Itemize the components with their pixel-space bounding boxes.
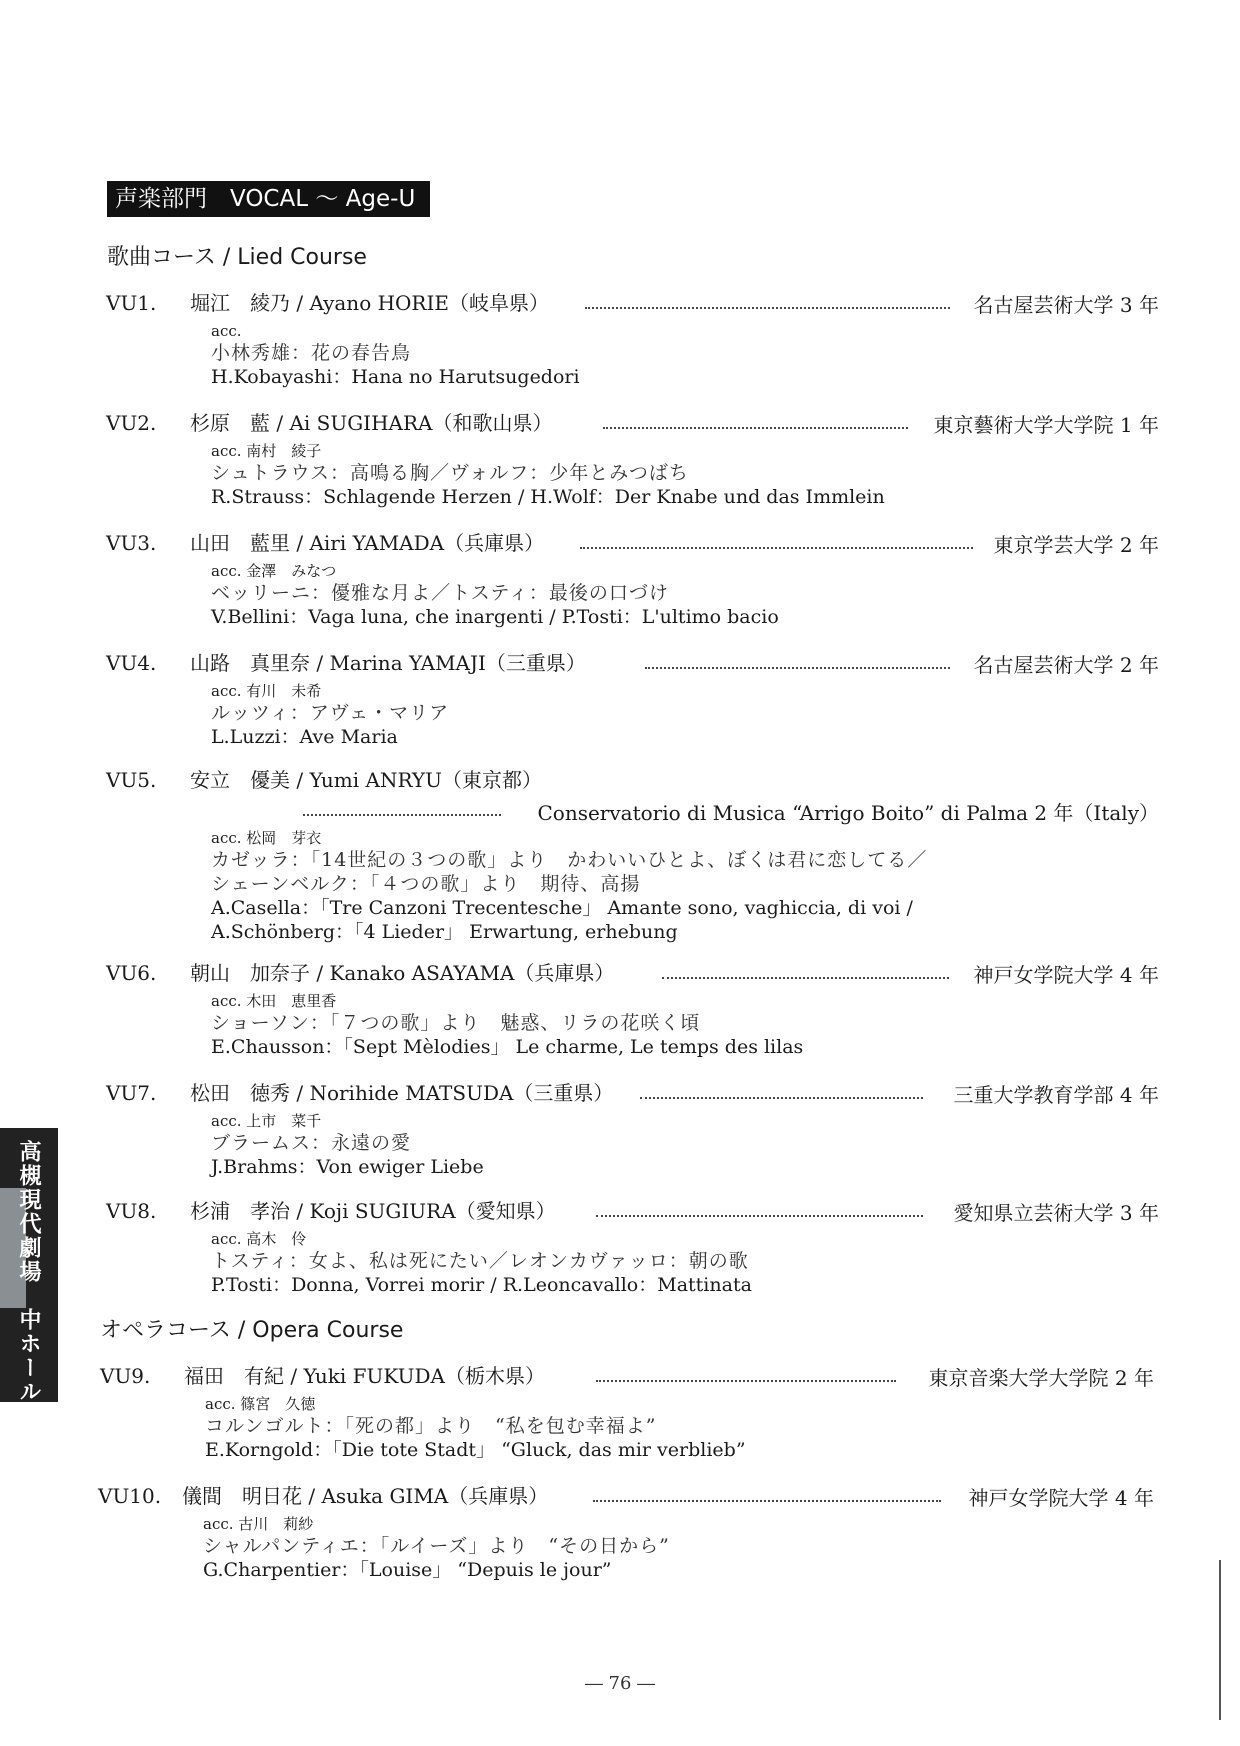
piece-line-jp: ショーソン：「７つの歌」より 魅惑、リラの花咲く頃 <box>211 1012 701 1034</box>
entry-number: VU1. <box>106 291 157 315</box>
piece-line: E.Korngold：「Die tote Stadt」 “Gluck, das mir verblieb” <box>205 1439 746 1461</box>
piece-line-jp: ベッリーニ：優雅な月よ／トスティ：最後の口づけ <box>211 582 669 604</box>
piece-line-jp: シェーンベルク：「４つの歌」より 期待、高揚 <box>211 873 641 895</box>
leader-dots <box>303 792 501 828</box>
performer-name: 杉浦 孝治 / Koji SUGIURA（愛知県） <box>190 1199 556 1223</box>
entry-vu2 <box>0 405 1240 509</box>
entry-vu5 <box>0 762 1240 944</box>
piece-line-jp: カゼッラ：「14世紀の３つの歌」より かわいいひとよ、ぼくは君に恋してる／ <box>211 849 928 871</box>
piece-line-jp: トスティ：女よ、私は死にたい／レオンカヴァッロ：朝の歌 <box>211 1250 749 1272</box>
section-banner: 声楽部門 VOCAL ～ Age-U <box>107 181 430 217</box>
leader-dots <box>645 645 950 681</box>
piece-line: G.Charpentier：「Louise」 “Depuis le jour” <box>203 1559 612 1581</box>
performer-name: 山路 真里奈 / Marina YAMAJI（三重県） <box>190 651 586 675</box>
leader-dots <box>662 955 949 991</box>
piece-line: A.Casella：「Tre Canzoni Trecentesche」 Amante sono, vaghiccia, di voi / <box>211 897 913 919</box>
accompanist: acc. 南村 綾子 <box>211 442 322 460</box>
school-name: 神戸女学院大学 4 年 <box>973 963 1159 987</box>
piece-line-jp: 小林秀雄：花の春告鳥 <box>211 342 412 364</box>
piece-line-jp: コルンゴルト：「死の都」より “私を包む幸福よ” <box>205 1415 657 1437</box>
piece-line-jp: ブラームス：永遠の愛 <box>211 1132 412 1154</box>
accompanist: acc. 木田 恵里香 <box>211 992 337 1010</box>
piece-line: L.Luzzi：Ave Maria <box>211 726 398 748</box>
accompanist: acc. 有川 未希 <box>211 682 322 700</box>
leader-dots <box>640 1075 923 1111</box>
leader-dots <box>580 525 973 561</box>
entry-number: VU10. <box>98 1484 162 1508</box>
accompanist: acc. 篠宮 久徳 <box>205 1395 316 1413</box>
piece-line: V.Bellini：Vaga luna, che inargenti / P.Tosti：L'ultimo bacio <box>211 606 779 628</box>
performer-name: 松田 徳秀 / Norihide MATSUDA（三重県） <box>190 1081 614 1105</box>
entry-vu3 <box>0 525 1240 629</box>
course-heading-opera: オペラコース / Opera Course <box>100 1318 404 1343</box>
piece-line: R.Strauss：Schlagende Herzen / H.Wolf：Der Knabe und das Immlein <box>211 486 885 508</box>
entry-vu1 <box>0 285 1240 389</box>
piece-line: H.Kobayashi：Hana no Harutsugedori <box>211 366 580 388</box>
leader-dots <box>593 1478 941 1514</box>
accompanist: acc. 高木 伶 <box>211 1230 307 1248</box>
school-name: 東京藝術大学大学院 1 年 <box>933 413 1159 437</box>
entry-vu4 <box>0 645 1240 749</box>
entry-number: VU8. <box>106 1199 157 1223</box>
entry-vu10 <box>0 1478 1240 1582</box>
accompanist: acc. <box>211 322 242 340</box>
entry-number: VU3. <box>106 531 157 555</box>
performer-name: 朝山 加奈子 / Kanako ASAYAMA（兵庫県） <box>190 961 615 985</box>
piece-line: J.Brahms：Von ewiger Liebe <box>211 1156 484 1178</box>
page-number: ― 76 ― <box>584 1673 656 1694</box>
piece-line-jp: ルッツィ：アヴェ・マリア <box>211 702 450 724</box>
school-name: 東京音楽大学大学院 2 年 <box>928 1366 1154 1390</box>
performer-name: 儀間 明日花 / Asuka GIMA（兵庫県） <box>182 1484 549 1508</box>
entry-number: VU7. <box>106 1081 157 1105</box>
entry-vu7 <box>0 1075 1240 1179</box>
entry-number: VU2. <box>106 411 157 435</box>
entry-vu6 <box>0 955 1240 1059</box>
performer-name: 安立 優美 / Yumi ANRYU（東京都） <box>190 768 542 792</box>
school-name: 愛知県立芸術大学 3 年 <box>953 1201 1159 1225</box>
piece-line: P.Tosti：Donna, Vorrei morir / R.Leoncavallo：Mattinata <box>211 1274 752 1296</box>
performer-name: 堀江 綾乃 / Ayano HORIE（岐阜県） <box>190 291 549 315</box>
accompanist: acc. 松岡 芽衣 <box>211 829 322 847</box>
leader-dots <box>596 1358 896 1394</box>
leader-dots <box>603 405 908 441</box>
piece-line: A.Schönberg：「4 Lieder」 Erwartung, erhebung <box>211 921 678 943</box>
school-name: 名古屋芸術大学 3 年 <box>973 293 1159 317</box>
leader-dots <box>585 285 950 321</box>
school-name: 東京学芸大学 2 年 <box>993 533 1159 557</box>
performer-name: 福田 有紀 / Yuki FUKUDA（栃木県） <box>184 1364 545 1388</box>
entry-number: VU4. <box>106 651 157 675</box>
performer-name: 山田 藍里 / Airi YAMADA（兵庫県） <box>190 531 545 555</box>
school-name: 三重大学教育学部 4 年 <box>953 1083 1159 1107</box>
piece-line: E.Chausson：「Sept Mèlodies」 Le charme, Le temps des lilas <box>211 1036 804 1058</box>
piece-line-jp: シュトラウス：高鳴る胸／ヴォルフ：少年とみつばち <box>211 462 689 484</box>
piece-line-jp: シャルパンティエ：「ルイーズ」より “その日から” <box>203 1535 670 1557</box>
margin-rule <box>1219 1560 1221 1720</box>
leader-dots <box>596 1193 923 1229</box>
school-name: 神戸女学院大学 4 年 <box>968 1486 1154 1510</box>
school-name: Conservatorio di Musica “Arrigo Boito” di Palma 2 年（Italy） <box>537 801 1159 825</box>
side-tab-label: 高槻現代劇場 中ホール <box>16 1140 41 1404</box>
school-name: 名古屋芸術大学 2 年 <box>973 653 1159 677</box>
entry-number: VU5. <box>106 768 157 792</box>
course-heading-lied: 歌曲コース / Lied Course <box>107 245 367 270</box>
accompanist: acc. 古川 莉紗 <box>203 1515 314 1533</box>
entry-vu9 <box>0 1358 1240 1462</box>
entry-number: VU9. <box>100 1364 151 1388</box>
accompanist: acc. 金澤 みなつ <box>211 562 337 580</box>
entry-number: VU6. <box>106 961 157 985</box>
performer-name: 杉原 藍 / Ai SUGIHARA（和歌山県） <box>190 411 553 435</box>
accompanist: acc. 上市 菜千 <box>211 1112 322 1130</box>
entry-vu8 <box>0 1193 1240 1297</box>
